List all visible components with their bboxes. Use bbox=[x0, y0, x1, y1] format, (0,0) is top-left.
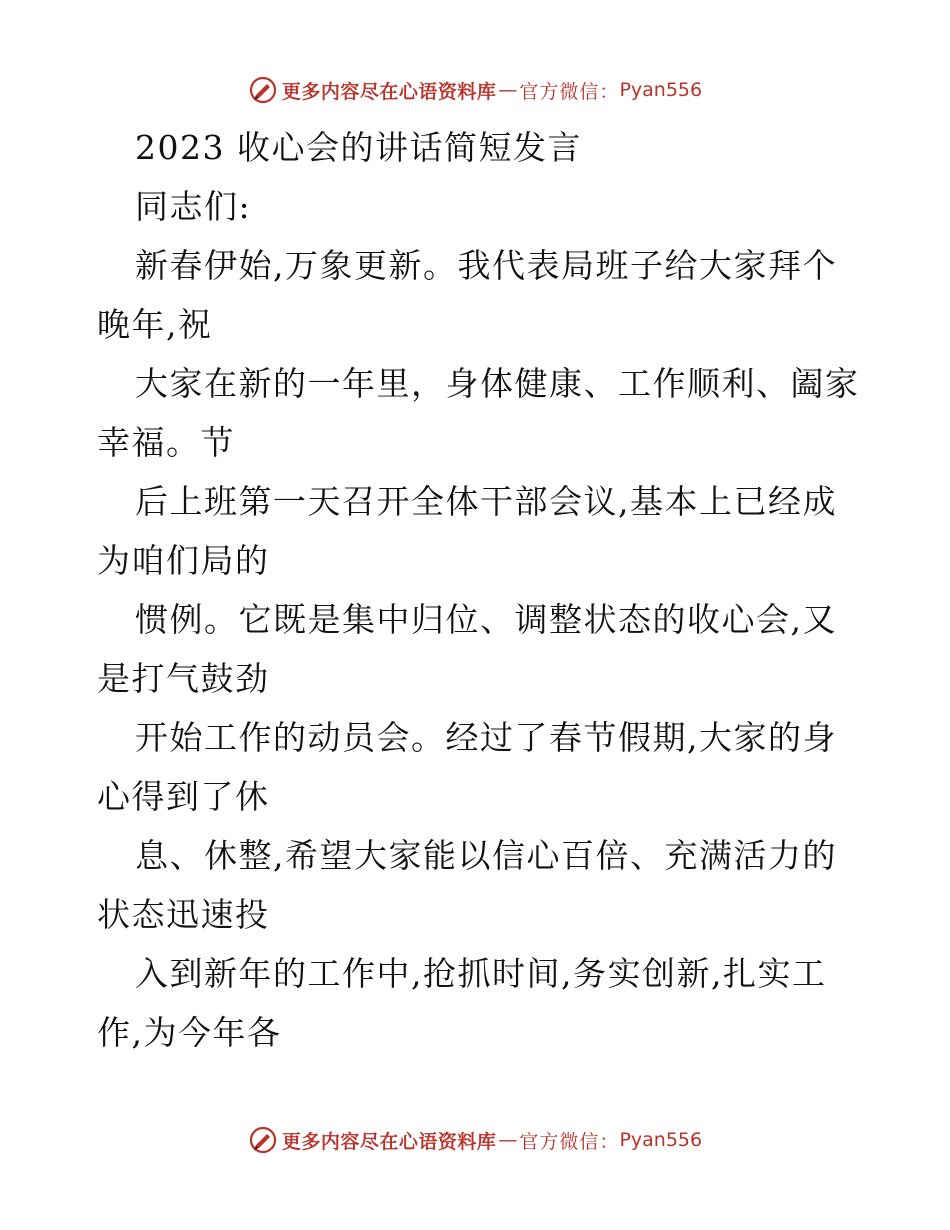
banner-wechat-id: Pyan556 bbox=[619, 1129, 703, 1151]
banner-wechat-id: Pyan556 bbox=[619, 79, 703, 101]
pen-logo-icon bbox=[248, 75, 278, 105]
paragraph-line: 大家在新的一年里，身体健康、工作顺利、阖家 bbox=[135, 364, 860, 403]
paragraph-line: 为咱们局的 bbox=[97, 541, 270, 580]
banner-main-text: 更多内容尽在心语资料库 bbox=[281, 80, 497, 103]
document-title: 2023 收心会的讲话简短发言 bbox=[135, 128, 582, 167]
paragraph-line: 是打气鼓劲 bbox=[97, 659, 270, 698]
paragraph-line: 息、休整,希望大家能以信心百倍、充满活力的 bbox=[135, 836, 837, 875]
banner-separator: — bbox=[498, 1129, 518, 1151]
document-body bbox=[97, 118, 860, 1062]
paragraph-line: 晚年,祝 bbox=[97, 305, 213, 344]
banner-separator: — bbox=[498, 79, 518, 101]
paragraph-line: 开始工作的动员会。经过了春节假期,大家的身 bbox=[135, 718, 837, 757]
paragraph-line: 后上班第一天召开全体干部会议,基本上已经成 bbox=[135, 482, 837, 521]
paragraph-line: 幸福。节 bbox=[97, 423, 235, 462]
paragraph-line: 心得到了休 bbox=[97, 777, 270, 816]
paragraph-line: 状态迅速投 bbox=[97, 895, 270, 934]
header-watermark-banner bbox=[0, 70, 950, 110]
banner-official-label: 官方微信： bbox=[519, 1130, 620, 1153]
paragraph-line: 惯例。它既是集中归位、调整状态的收心会,又 bbox=[135, 600, 837, 639]
document-salutation: 同志们: bbox=[135, 187, 252, 226]
paragraph-line: 新春伊始,万象更新。我代表局班子给大家拜个 bbox=[135, 246, 837, 285]
pen-logo-icon bbox=[248, 1125, 278, 1155]
paragraph-line: 作,为今年各 bbox=[97, 1013, 282, 1052]
footer-watermark-banner bbox=[0, 1120, 950, 1160]
paragraph-line: 入到新年的工作中,抢抓时间,务实创新,扎实工 bbox=[135, 954, 827, 993]
banner-main-text: 更多内容尽在心语资料库 bbox=[281, 1130, 497, 1153]
banner-official-label: 官方微信： bbox=[519, 80, 620, 103]
